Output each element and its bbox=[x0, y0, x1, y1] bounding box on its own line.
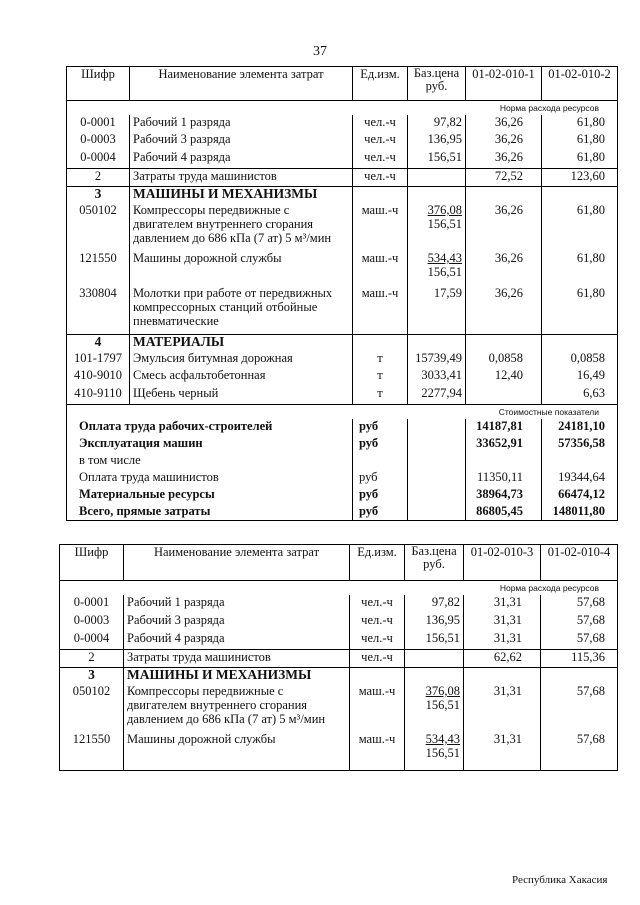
table-row bbox=[67, 351, 618, 368]
row-price bbox=[408, 251, 466, 286]
row-price-value: 376,08 bbox=[425, 684, 460, 698]
row-name: Рабочий 1 разряда bbox=[124, 595, 350, 613]
table-row bbox=[67, 251, 618, 286]
cost-price-empty bbox=[408, 453, 466, 470]
row-name: Компрессоры передвижные с двигателем внутреннего сгорания давлением до 686 кПа (7 ат) 5 м³/мин bbox=[124, 684, 350, 732]
row-code: 4 bbox=[67, 334, 130, 351]
row-unit bbox=[353, 334, 408, 351]
row-value-1 bbox=[466, 334, 542, 351]
row-price-value: 534,43 bbox=[425, 732, 460, 746]
row-name: Эмульсия битумная дорожная bbox=[130, 351, 353, 368]
row-price bbox=[405, 649, 464, 667]
row-code: 410-9110 bbox=[67, 386, 130, 404]
row-value-2: 57,68 bbox=[541, 684, 618, 732]
norm-subheader-row bbox=[60, 581, 618, 596]
row-price-value: 156,51 bbox=[427, 150, 462, 164]
row-price bbox=[408, 186, 466, 203]
row-name: Рабочий 4 разряда bbox=[130, 150, 353, 168]
row-price bbox=[408, 168, 466, 186]
cost-price-empty bbox=[408, 487, 466, 504]
header-col-3: 01-02-010-3 bbox=[464, 545, 541, 581]
row-value-1: 36,26 bbox=[466, 132, 542, 150]
row-price-value: 136,95 bbox=[425, 613, 460, 627]
row-name: Рабочий 1 разряда bbox=[130, 115, 353, 132]
row-name: МАШИНЫ И МЕХАНИЗМЫ bbox=[130, 186, 353, 203]
row-unit: т bbox=[353, 386, 408, 404]
cost-unit: руб bbox=[353, 419, 408, 436]
resource-table-1 bbox=[66, 66, 618, 521]
row-unit: маш.-ч bbox=[353, 203, 408, 251]
row-code: 0-0004 bbox=[67, 150, 130, 168]
cost-subheader-row bbox=[67, 404, 618, 419]
table-row bbox=[67, 132, 618, 150]
row-price-value: 376,08 bbox=[427, 203, 462, 217]
cost-value-1: 33652,91 bbox=[466, 436, 542, 453]
table-row bbox=[67, 186, 618, 203]
row-price bbox=[408, 351, 466, 368]
row-price-value: 3033,41 bbox=[421, 368, 462, 382]
row-value-1: 62,62 bbox=[464, 649, 541, 667]
row-price bbox=[408, 334, 466, 351]
cost-price-empty bbox=[408, 504, 466, 521]
row-code: 0-0001 bbox=[67, 115, 130, 132]
table-row bbox=[60, 732, 618, 770]
row-name: Молотки при работе от передвижных компрессорных станций отбойные пневматические bbox=[130, 286, 353, 334]
table-row bbox=[67, 150, 618, 168]
row-price-value: 17,59 bbox=[433, 286, 462, 300]
row-price bbox=[408, 132, 466, 150]
row-name: Машины дорожной службы bbox=[124, 732, 350, 770]
cost-name: Всего, прямые затраты bbox=[67, 504, 353, 521]
row-price bbox=[408, 203, 466, 251]
row-value-2: 61,80 bbox=[542, 251, 618, 286]
row-name: Машины дорожной службы bbox=[130, 251, 353, 286]
row-price bbox=[408, 115, 466, 132]
cost-name: Оплата труда рабочих-строителей bbox=[67, 419, 353, 436]
row-value-1: 31,31 bbox=[464, 631, 541, 649]
norm-subheader-row bbox=[67, 101, 618, 116]
row-value-1: 36,26 bbox=[466, 203, 542, 251]
norm-subheader: Норма расхода ресурсов bbox=[60, 581, 618, 596]
row-name: Рабочий 3 разряда bbox=[130, 132, 353, 150]
cost-row bbox=[67, 504, 618, 521]
row-code: 3 bbox=[60, 667, 124, 684]
row-value-1: 12,40 bbox=[466, 368, 542, 386]
header-col-2: 01-02-010-2 bbox=[542, 67, 618, 101]
row-value-2: 6,63 bbox=[542, 386, 618, 404]
row-name: Рабочий 3 разряда bbox=[124, 613, 350, 631]
row-value-2 bbox=[541, 667, 618, 684]
row-code: 330804 bbox=[67, 286, 130, 334]
page-number: 37 bbox=[313, 44, 327, 59]
row-value-2 bbox=[542, 186, 618, 203]
row-unit: чел.-ч bbox=[353, 168, 408, 186]
row-value-2: 57,68 bbox=[541, 732, 618, 770]
row-price-value: 15739,49 bbox=[415, 351, 462, 365]
cost-price-empty bbox=[408, 436, 466, 453]
row-value-2 bbox=[542, 334, 618, 351]
table-row bbox=[60, 631, 618, 649]
row-price-value: 97,82 bbox=[431, 595, 460, 609]
row-price bbox=[405, 667, 464, 684]
row-value-1: 36,26 bbox=[466, 251, 542, 286]
cost-row bbox=[67, 453, 618, 470]
header-col-4: 01-02-010-4 bbox=[541, 545, 618, 581]
row-code: 410-9010 bbox=[67, 368, 130, 386]
row-value-1 bbox=[466, 386, 542, 404]
row-value-1: 31,31 bbox=[464, 613, 541, 631]
header-code: Шифр bbox=[67, 67, 130, 101]
row-code: 050102 bbox=[60, 684, 124, 732]
cost-value-2: 19344,64 bbox=[542, 470, 618, 487]
cost-unit: руб bbox=[353, 487, 408, 504]
row-value-2: 57,68 bbox=[541, 631, 618, 649]
table-row bbox=[67, 286, 618, 334]
row-value-1: 36,26 bbox=[466, 150, 542, 168]
row-unit: чел.-ч bbox=[350, 613, 405, 631]
row-unit: чел.-ч bbox=[353, 150, 408, 168]
cost-name: Эксплуатация машин bbox=[67, 436, 353, 453]
table-header bbox=[60, 545, 618, 581]
row-price bbox=[405, 732, 464, 770]
cost-row bbox=[67, 487, 618, 504]
cost-price-empty bbox=[408, 419, 466, 436]
row-name: Компрессоры передвижные с двигателем внутреннего сгорания давлением до 686 кПа (7 ат) 5 м³/мин bbox=[130, 203, 353, 251]
row-code: 121550 bbox=[60, 732, 124, 770]
row-value-1: 72,52 bbox=[466, 168, 542, 186]
row-name: МАШИНЫ И МЕХАНИЗМЫ bbox=[124, 667, 350, 684]
row-unit: т bbox=[353, 351, 408, 368]
row-price bbox=[408, 368, 466, 386]
row-value-1: 31,31 bbox=[464, 595, 541, 613]
cost-value-2: 24181,10 bbox=[542, 419, 618, 436]
table-row bbox=[67, 368, 618, 386]
table-row bbox=[67, 386, 618, 404]
table-row bbox=[67, 168, 618, 186]
header-name: Наименование элемента затрат bbox=[130, 67, 353, 101]
row-price bbox=[405, 631, 464, 649]
row-value-1 bbox=[466, 186, 542, 203]
row-code: 050102 bbox=[67, 203, 130, 251]
norm-subheader: Норма расхода ресурсов bbox=[67, 101, 618, 116]
row-name: Щебень черный bbox=[130, 386, 353, 404]
row-code: 3 bbox=[67, 186, 130, 203]
row-value-1: 36,26 bbox=[466, 286, 542, 334]
cost-unit bbox=[353, 453, 408, 470]
header-unit: Ед.изм. bbox=[350, 545, 405, 581]
row-code: 2 bbox=[60, 649, 124, 667]
row-price-value: 97,82 bbox=[433, 115, 462, 129]
cost-unit: руб bbox=[353, 504, 408, 521]
row-price-machinist: 156,51 bbox=[425, 746, 460, 760]
row-unit: чел.-ч bbox=[350, 631, 405, 649]
row-value-2: 61,80 bbox=[542, 132, 618, 150]
row-value-2: 61,80 bbox=[542, 150, 618, 168]
table-row bbox=[60, 667, 618, 684]
row-unit: маш.-ч bbox=[350, 684, 405, 732]
row-price-machinist: 156,51 bbox=[427, 265, 462, 279]
row-value-2: 57,68 bbox=[541, 613, 618, 631]
row-unit: маш.-ч bbox=[353, 251, 408, 286]
cost-unit: руб bbox=[353, 470, 408, 487]
cost-price-empty bbox=[408, 470, 466, 487]
row-unit: чел.-ч bbox=[350, 595, 405, 613]
row-code: 0-0003 bbox=[67, 132, 130, 150]
row-price-value: 136,95 bbox=[427, 132, 462, 146]
row-price-machinist: 156,51 bbox=[427, 217, 462, 231]
row-value-2: 57,68 bbox=[541, 595, 618, 613]
row-code: 101-1797 bbox=[67, 351, 130, 368]
header-price: Баз.цена руб. bbox=[408, 67, 466, 101]
row-unit: маш.-ч bbox=[353, 286, 408, 334]
row-value-1: 31,31 bbox=[464, 684, 541, 732]
cost-value-2: 57356,58 bbox=[542, 436, 618, 453]
row-code: 0-0001 bbox=[60, 595, 124, 613]
table-row bbox=[60, 649, 618, 667]
cost-value-1: 38964,73 bbox=[466, 487, 542, 504]
header-col-1: 01-02-010-1 bbox=[466, 67, 542, 101]
row-unit: чел.-ч bbox=[353, 115, 408, 132]
row-price bbox=[405, 613, 464, 631]
footer-region: Республика Хакасия bbox=[512, 874, 608, 886]
table-row bbox=[67, 334, 618, 351]
row-price bbox=[405, 595, 464, 613]
row-name: Рабочий 4 разряда bbox=[124, 631, 350, 649]
row-value-2: 61,80 bbox=[542, 286, 618, 334]
row-value-1: 36,26 bbox=[466, 115, 542, 132]
cost-value-1: 86805,45 bbox=[466, 504, 542, 521]
row-name: Смесь асфальтобетонная bbox=[130, 368, 353, 386]
cost-value-2 bbox=[542, 453, 618, 470]
cost-value-2: 66474,12 bbox=[542, 487, 618, 504]
row-price-value: 2277,94 bbox=[421, 386, 462, 400]
table-row bbox=[67, 115, 618, 132]
cost-unit: руб bbox=[353, 436, 408, 453]
row-value-2: 123,60 bbox=[542, 168, 618, 186]
row-price-machinist: 156,51 bbox=[425, 698, 460, 712]
row-unit: чел.-ч bbox=[350, 649, 405, 667]
cost-value-1: 14187,81 bbox=[466, 419, 542, 436]
row-value-2: 61,80 bbox=[542, 203, 618, 251]
row-price-value: 534,43 bbox=[427, 251, 462, 265]
row-value-2: 16,49 bbox=[542, 368, 618, 386]
row-price bbox=[408, 286, 466, 334]
table-row bbox=[67, 203, 618, 251]
cost-name: в том числе bbox=[67, 453, 353, 470]
cost-value-2: 148011,80 bbox=[542, 504, 618, 521]
row-price bbox=[405, 684, 464, 732]
row-value-1: 0,0858 bbox=[466, 351, 542, 368]
row-name: МАТЕРИАЛЫ bbox=[130, 334, 353, 351]
table-row bbox=[60, 595, 618, 613]
row-unit: т bbox=[353, 368, 408, 386]
table-row bbox=[60, 613, 618, 631]
header-name: Наименование элемента затрат bbox=[124, 545, 350, 581]
row-code: 0-0003 bbox=[60, 613, 124, 631]
cost-subheader: Стоимостные показатели bbox=[67, 404, 618, 419]
cost-value-1: 11350,11 bbox=[466, 470, 542, 487]
row-name: Затраты труда машинистов bbox=[130, 168, 353, 186]
header-price: Баз.цена руб. bbox=[405, 545, 464, 581]
row-price bbox=[408, 386, 466, 404]
row-unit bbox=[350, 667, 405, 684]
row-value-1 bbox=[464, 667, 541, 684]
cost-value-1 bbox=[466, 453, 542, 470]
row-price bbox=[408, 150, 466, 168]
row-code: 121550 bbox=[67, 251, 130, 286]
cost-row bbox=[67, 419, 618, 436]
cost-name: Оплата труда машинистов bbox=[67, 470, 353, 487]
cost-row bbox=[67, 436, 618, 453]
row-value-1: 31,31 bbox=[464, 732, 541, 770]
row-price-value: 156,51 bbox=[425, 631, 460, 645]
table-header bbox=[67, 67, 618, 101]
row-value-2: 115,36 bbox=[541, 649, 618, 667]
row-unit bbox=[353, 186, 408, 203]
row-unit: маш.-ч bbox=[350, 732, 405, 770]
resource-table-2 bbox=[59, 544, 618, 771]
row-code: 0-0004 bbox=[60, 631, 124, 649]
cost-name: Материальные ресурсы bbox=[67, 487, 353, 504]
row-value-2: 61,80 bbox=[542, 115, 618, 132]
header-unit: Ед.изм. bbox=[353, 67, 408, 101]
row-unit: чел.-ч bbox=[353, 132, 408, 150]
row-code: 2 bbox=[67, 168, 130, 186]
row-value-2: 0,0858 bbox=[542, 351, 618, 368]
cost-row bbox=[67, 470, 618, 487]
header-code: Шифр bbox=[60, 545, 124, 581]
table-row bbox=[60, 684, 618, 732]
row-name: Затраты труда машинистов bbox=[124, 649, 350, 667]
